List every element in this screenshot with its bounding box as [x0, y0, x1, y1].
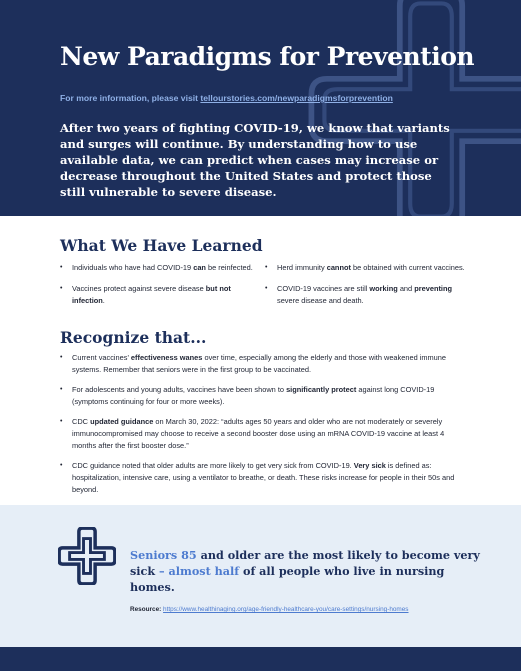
more-info-prefix: For more information, please visit: [60, 93, 201, 103]
section-heading-recognize: Recognize that...: [60, 328, 207, 347]
list-item-text: Individuals who have had COVID-19: [72, 263, 194, 272]
emphasis-text: but not infection: [72, 284, 231, 305]
list-item: [265, 283, 470, 307]
callout-box: [0, 505, 521, 647]
emphasis-text: updated guidance: [90, 417, 154, 426]
more-info-line: [60, 93, 393, 103]
callout-highlight-seniors: Seniors 85: [130, 548, 197, 562]
callout-statement: [130, 547, 480, 595]
lead-paragraph: After two years of fighting COVID-19, we know that variants and surges will continue. By understanding how to use available data, we can predict when cases may increase or decrease throughout the United States and protect those still vulnerable to severe disease.: [60, 121, 450, 199]
list-item: [60, 416, 470, 452]
list-item: [60, 384, 470, 408]
footer-bar: [0, 647, 521, 671]
resource-label: Resource:: [130, 606, 162, 613]
list-item-text: COVID-19 vaccines are still: [277, 284, 370, 293]
hero-banner: [0, 0, 521, 216]
list-item-text: Vaccines protect against severe disease: [72, 284, 206, 293]
list-item: [60, 262, 265, 274]
list-item-text: CDC: [72, 417, 91, 426]
list-item: [60, 283, 265, 307]
list-item-text: be reinfected.: [205, 263, 253, 272]
list-item-text: be obtained with current vaccines.: [350, 263, 465, 272]
emphasis-text: effectiveness wanes: [130, 353, 203, 362]
list-item: [60, 352, 470, 376]
emphasis-text: significantly protect: [286, 385, 357, 394]
emphasis-text: preventing: [414, 284, 452, 293]
list-item-text: is defined as: hospitalization, intensive care, using a ventilator to breathe, or death. These risks increase for people in their 50s and beyond.: [72, 461, 455, 494]
list-item-text: against long COVID-19 (symptoms continuing for four or more weeks).: [72, 385, 435, 406]
resource-link[interactable]: https://www.healthinaging.org/age-friendly-healthcare-you/care-settings/nursing-homes: [163, 606, 409, 613]
more-info-link[interactable]: tellourstories.com/newparadigmsforprevention: [200, 93, 393, 103]
list-item-text: on March 30, 2022: “adults ages 50 years and older who are not moderately or severely immunocompromised may choose to receive a second booster dose using an mRNA COVID-19 vaccine at least 4 months after the first booster dose.”: [72, 417, 445, 450]
callout-text-part1: and older are the most likely to become very sick: [130, 548, 480, 578]
list-item-text: and: [397, 284, 415, 293]
learned-list: [60, 262, 470, 307]
resource-line: [130, 606, 409, 613]
list-item-text: severe disease and death.: [277, 296, 364, 305]
list-item-text: .: [102, 296, 105, 305]
emphasis-text: can: [193, 263, 206, 272]
callout-text-part2: of all people who live in nursing homes.: [130, 564, 445, 594]
section-heading-learned: What We Have Learned: [60, 236, 263, 255]
recognize-list: [60, 352, 470, 496]
emphasis-text: cannot: [326, 263, 351, 272]
list-item-text: CDC guidance noted that older adults are more likely to get very sick from COVID-19.: [72, 461, 354, 470]
callout-highlight-half: – almost half: [159, 564, 240, 578]
emphasis-text: Very sick: [353, 461, 386, 470]
list-item: [265, 262, 470, 274]
medical-cross-outline-icon: [58, 527, 116, 585]
list-item-text: For adolescents and young adults, vaccines have been shown to: [72, 385, 287, 394]
list-item-text: Current vaccines': [72, 353, 131, 362]
page-title: New Paradigms for Prevention: [60, 42, 475, 71]
emphasis-text: working: [369, 284, 398, 293]
list-item-text: Herd immunity: [277, 263, 327, 272]
list-item: [60, 460, 470, 496]
list-item-text: over time, especially among the elderly and those with weakened immune systems. Remember that seniors were in the first group to be vaccinated.: [72, 353, 447, 374]
